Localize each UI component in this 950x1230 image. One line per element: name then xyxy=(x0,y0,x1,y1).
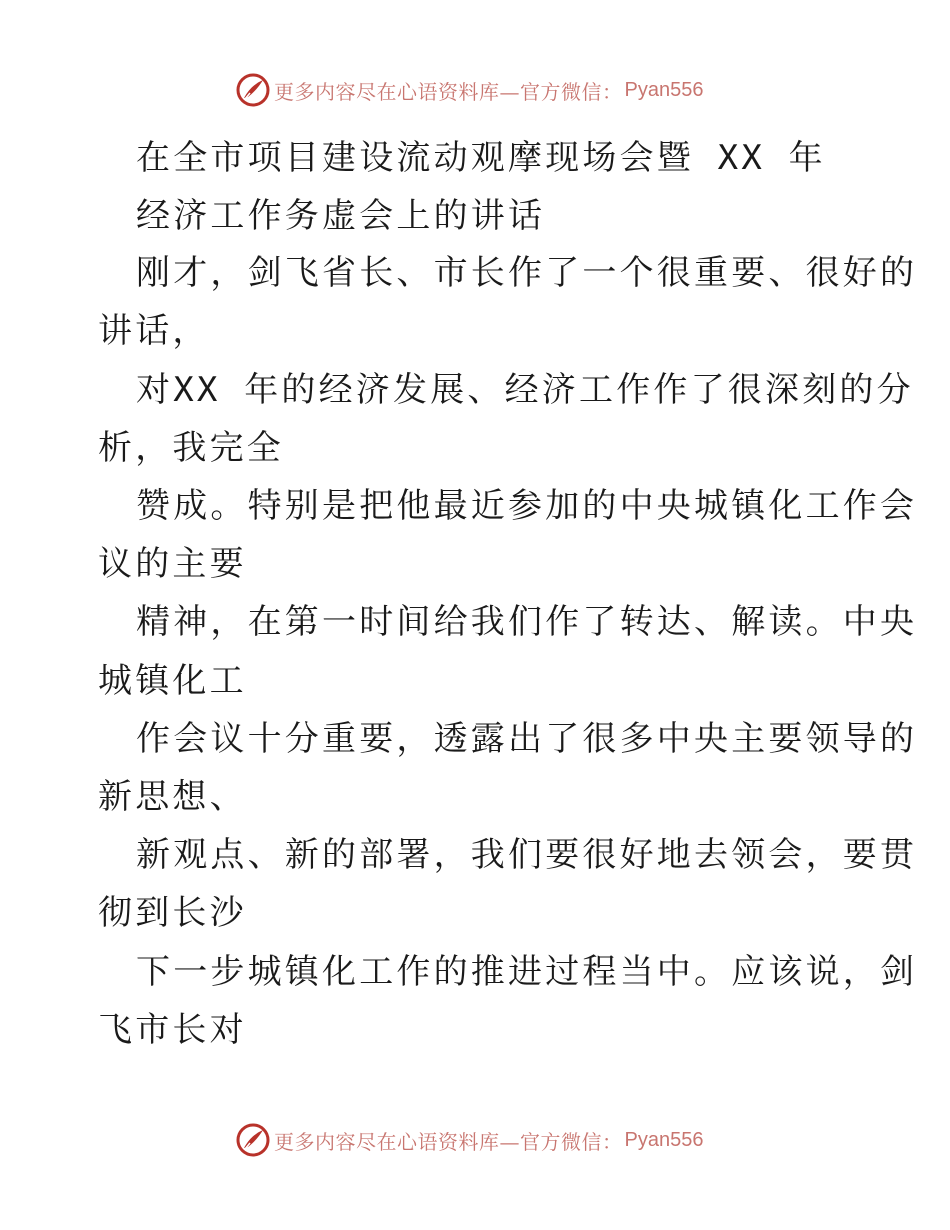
body-line: 对XX 年的经济发展、经济工作作了很深刻的分 xyxy=(136,370,914,410)
watermark-text: 更多内容尽在心语资料库—官方微信： xyxy=(274,79,623,104)
watermark-wechat-id: Pyan556 xyxy=(624,1128,704,1151)
footer-watermark xyxy=(236,1122,703,1158)
body-line: 在全市项目建设流动观摩现场会暨 XX 年 xyxy=(136,138,826,178)
body-line: 下一步城镇化工作的推进过程当中。应该说，剑 xyxy=(136,952,918,992)
body-line: 议的主要 xyxy=(98,544,247,584)
watermark-wechat-id: Pyan556 xyxy=(624,78,704,101)
quill-logo-icon xyxy=(236,73,270,107)
body-line: 新思想、 xyxy=(98,777,247,817)
body-line: 城镇化工 xyxy=(98,661,247,701)
body-line: 讲话， xyxy=(98,311,210,351)
body-line: 经济工作务虚会上的讲话 xyxy=(136,196,546,236)
body-line: 彻到长沙 xyxy=(98,893,247,933)
body-line: 赞成。特别是把他最近参加的中央城镇化工作会 xyxy=(136,486,918,526)
watermark-text: 更多内容尽在心语资料库—官方微信： xyxy=(274,1129,623,1154)
body-line: 刚才，剑飞省长、市长作了一个很重要、很好的 xyxy=(136,253,918,293)
header-watermark xyxy=(236,72,703,108)
body-line: 精神，在第一时间给我们作了转达、解读。中央 xyxy=(136,602,918,642)
body-line: 新观点、新的部署，我们要很好地去领会，要贯 xyxy=(136,835,918,875)
body-line: 析，我完全 xyxy=(98,428,284,468)
body-line: 作会议十分重要，透露出了很多中央主要领导的 xyxy=(136,719,918,759)
quill-logo-icon xyxy=(236,1123,270,1157)
body-line: 飞市长对 xyxy=(98,1010,247,1050)
